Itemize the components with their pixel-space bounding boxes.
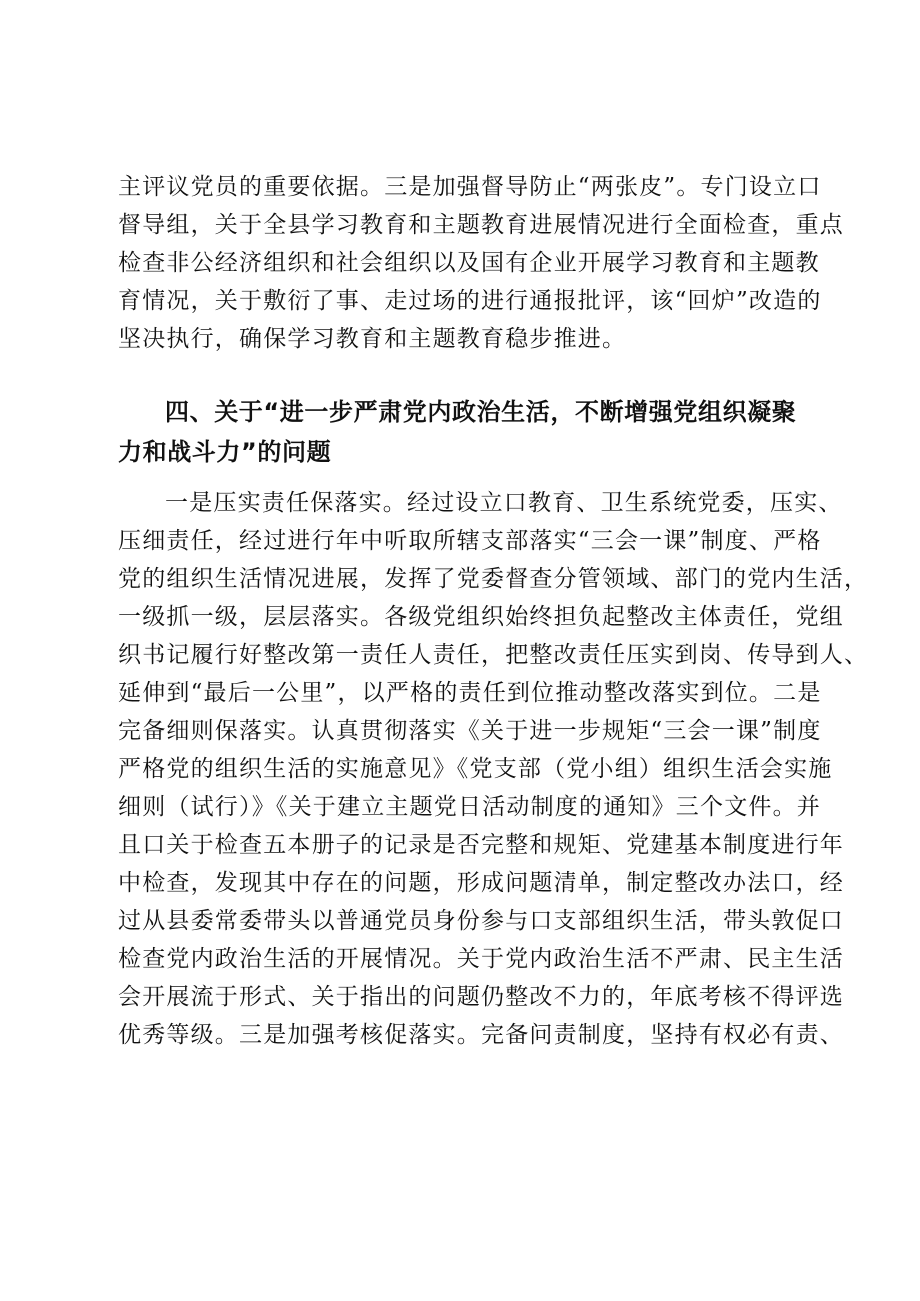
text-line: 中检查，发现其中存在的问题，形成问题清单，制定整改办法口，经 [118, 870, 844, 896]
text-line: 一级抓一级，层层落实。各级党组织始终担负起整改主体责任，党组 [118, 604, 844, 630]
text-line: 坚决执行，确保学习教育和主题教育稳步推进。 [118, 326, 627, 352]
heading-line: 四、关于“进一步严肃党内政治生活，不断增强党组织凝聚 [165, 398, 797, 426]
heading-line: 力和战斗力”的问题 [118, 438, 332, 466]
text-line: 且口关于检查五本册子的记录是否完整和规矩、党建基本制度进行年 [118, 832, 844, 858]
text-line: 完备细则保落实。认真贯彻落实《关于进一步规矩“三会一课”制度 [118, 718, 822, 744]
text-line: 优秀等级。三是加强考核促落实。完备问责制度，坚持有权必有责、 [118, 1022, 844, 1048]
text-line: 育情况，关于敷衍了事、走过场的进行通报批评，该“回炉”改造的 [118, 288, 822, 314]
paragraph-continuation [118, 168, 844, 358]
text-line: 过从县委常委带头以普通党员身份参与口支部组织生活，带头敦促口 [118, 908, 844, 934]
text-line: 延伸到“最后一公里”，以严格的责任到位推动整改落实到位。二是 [118, 680, 822, 706]
text-line: 严格党的组织生活的实施意见》《党支部（党小组）组织生活会实施 [118, 756, 833, 782]
text-line: 党的组织生活情况进展，发挥了党委督查分管领域、部门的党内生活， [118, 566, 869, 592]
text-line: 督导组，关于全县学习教育和主题教育进展情况进行全面检查，重点 [118, 212, 844, 238]
text-line: 压细责任，经过进行年中听取所辖支部落实“三会一课”制度、严格 [118, 528, 822, 554]
section-heading [118, 392, 814, 472]
text-line: 细则（试行）》《关于建立主题党日活动制度的通知》三个文件。并 [118, 794, 821, 820]
paragraph-body [118, 484, 869, 1054]
text-line: 会开展流于形式、关于指出的问题仍整改不力的，年底考核不得评选 [118, 984, 844, 1010]
text-line: 检查党内政治生活的开展情况。关于党内政治生活不严肃、民主生活 [118, 946, 844, 972]
text-line: 织书记履行好整改第一责任人责任，把整改责任压实到岗、传导到人、 [118, 642, 869, 668]
text-line: 检查非公经济组织和社会组织以及国有企业开展学习教育和主题教 [118, 250, 820, 276]
text-line: 主评议党员的重要依据。三是加强督导防止“两张皮”。专门设立口 [118, 174, 822, 200]
text-line: 一是压实责任保落实。经过设立口教育、卫生系统党委，压实、 [165, 490, 843, 516]
